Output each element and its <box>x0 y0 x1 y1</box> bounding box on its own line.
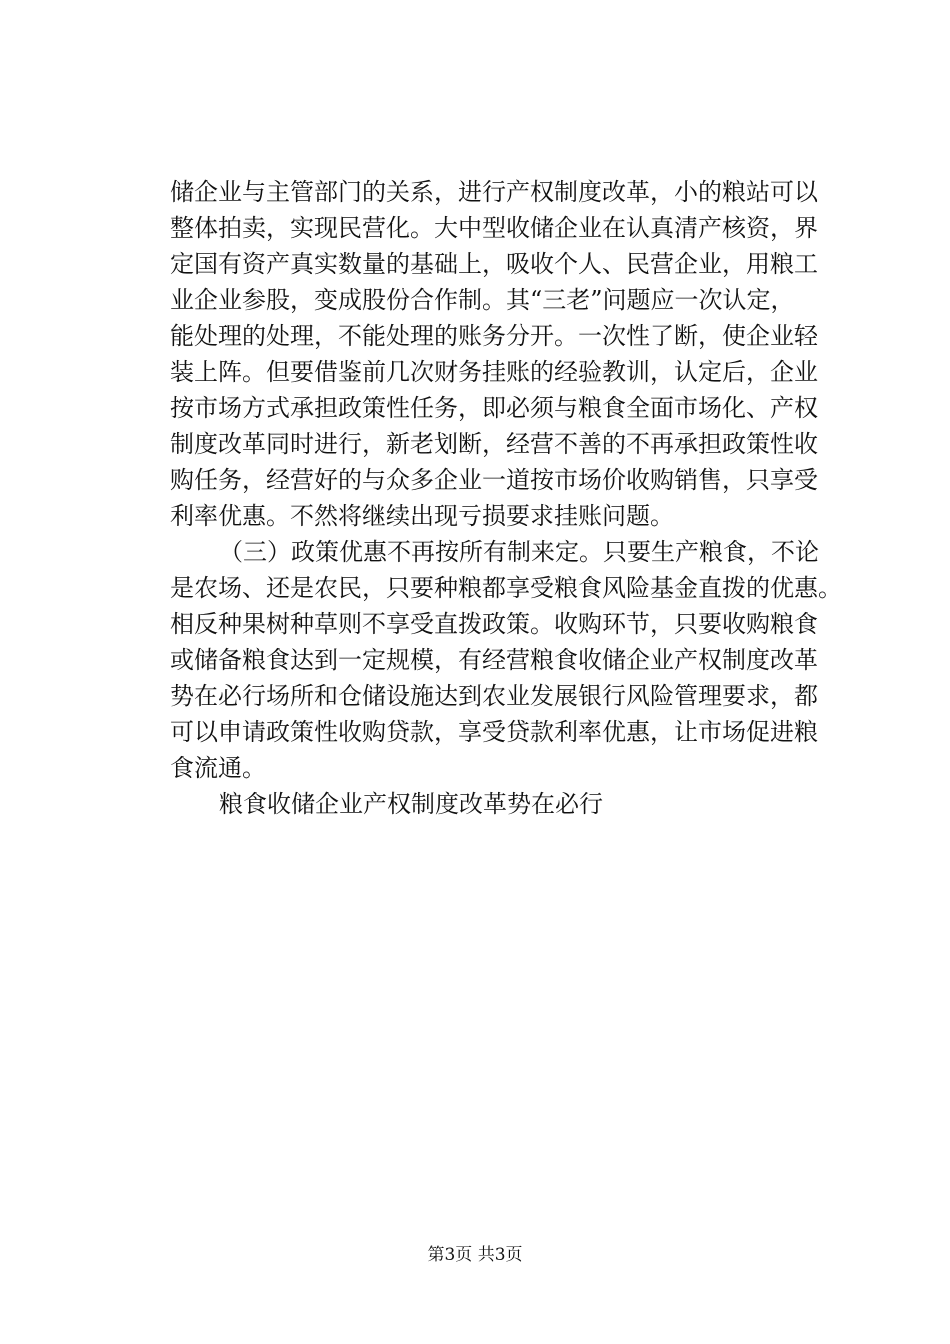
paragraph-1-line: 整体拍卖，实现民营化。大中型收储企业在认真清产核资，界 <box>170 214 818 242</box>
paragraph-2-line: 是农场、还是农民，只要种粮都享受粮食风险基金直拨的优惠。 <box>170 574 842 602</box>
paragraph-1-line: 能处理的处理，不能处理的账务分开。一次性了断，使企业轻 <box>170 322 818 350</box>
paragraph-1-line: 储企业与主管部门的关系，进行产权制度改革，小的粮站可以 <box>170 178 818 206</box>
paragraph-1-line: 利率优惠。不然将继续出现亏损要求挂账问题。 <box>170 502 674 530</box>
paragraph-1-line: 制度改革同时进行，新老划断，经营不善的不再承担政策性收 <box>170 430 818 458</box>
paragraph-2-line: 势在必行场所和仓储设施达到农业发展银行风险管理要求，都 <box>170 682 818 710</box>
paragraph-1-line: 购任务，经营好的与众多企业一道按市场价收购销售，只享受 <box>170 466 818 494</box>
paragraph-2-line: 相反种果树种草则不享受直拨政策。收购环节，只要收购粮食 <box>170 610 818 638</box>
paragraph-1-line: 按市场方式承担政策性任务，即必须与粮食全面市场化、产权 <box>170 394 818 422</box>
page-number-footer: 第3页 共3页 <box>427 1245 523 1265</box>
paragraph-2-line: 或储备粮食达到一定规模，有经营粮食收储企业产权制度改革 <box>170 646 818 674</box>
paragraph-1-line: 定国有资产真实数量的基础上，吸收个人、民营企业，用粮工 <box>170 250 818 278</box>
paragraph-2-line: 食流通。 <box>170 754 266 782</box>
paragraph-1-line: 业企业参股，变成股份合作制。其“三老”问题应一次认定， <box>170 286 795 314</box>
paragraph-2-line: 可以申请政策性收购贷款，享受贷款利率优惠，让市场促进粮 <box>170 718 818 746</box>
closing-title: 粮食收储企业产权制度改革势在必行 <box>219 790 603 818</box>
paragraph-1-line: 装上阵。但要借鉴前几次财务挂账的经验教训，认定后，企业 <box>170 358 818 386</box>
paragraph-2-line: （三）政策优惠不再按所有制来定。只要生产粮食，不论 <box>219 538 819 566</box>
